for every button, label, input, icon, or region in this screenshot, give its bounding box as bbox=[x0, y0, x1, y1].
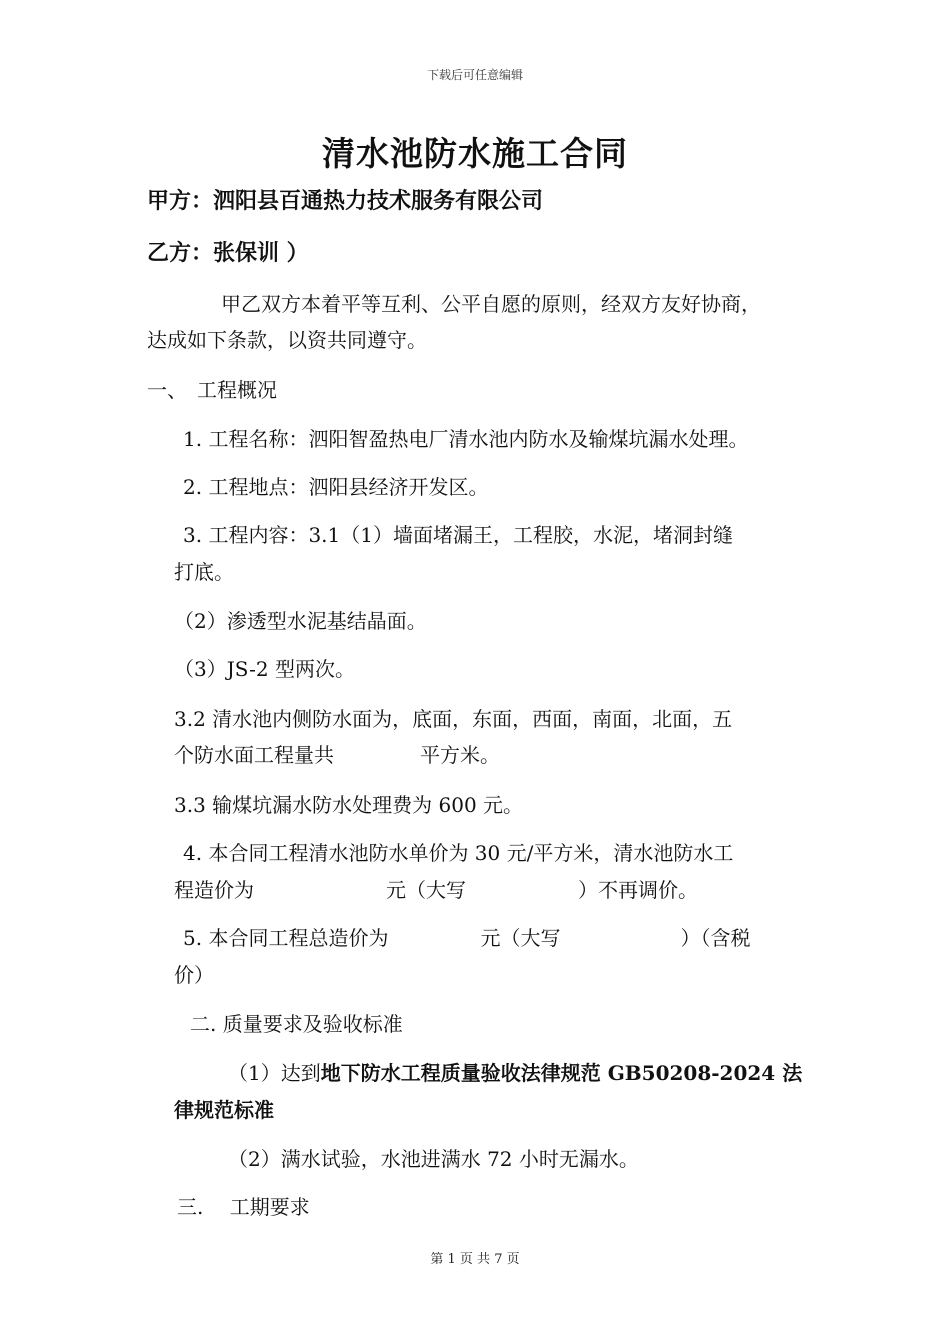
item-3-sub-3: （3）JS-2 型两次。 bbox=[174, 657, 356, 681]
intro-line-2: 达成如下条款，以资共同遵守。 bbox=[147, 328, 427, 352]
page-footer: 第 1 页 共 7 页 bbox=[430, 1252, 520, 1267]
item-5-text-a: 5. 本合同工程总造价为 bbox=[183, 926, 389, 950]
quality-2: （2）满水试验，水池进满水 72 小时无漏水。 bbox=[228, 1147, 639, 1171]
item-3-2-line-1: 3.2 清水池内侧防水面为，底面，东面，西面，南面，北面，五 bbox=[174, 707, 733, 731]
item-3-2-line-2 bbox=[174, 739, 500, 768]
item-4-text-b: 元（大写 bbox=[386, 878, 466, 902]
quality-1-standard: 地下防水工程质量验收法律规范 GB50208-2024 法 bbox=[320, 1061, 803, 1085]
item-4-text-c: ）不再调价。 bbox=[578, 878, 698, 902]
party-b: 乙方：张保训 ） bbox=[147, 240, 309, 266]
item-5-line-2: 价） bbox=[174, 963, 214, 987]
item-3-2-text-b: 平方米。 bbox=[420, 743, 500, 767]
item-3-3: 3.3 输煤坑漏水防水处理费为 600 元。 bbox=[174, 793, 524, 817]
quality-1-line-2: 律规范标准 bbox=[174, 1098, 274, 1122]
item-5-text-b: 元（大写 bbox=[480, 926, 561, 950]
quality-1-line-1 bbox=[228, 1057, 802, 1086]
section-2-heading: 二. 质量要求及验收标准 bbox=[190, 1012, 403, 1036]
item-4-line-1: 4. 本合同工程清水池防水单价为 30 元/平方米，清水池防水工 bbox=[183, 841, 734, 865]
item-2-project-location: 2. 工程地点：泗阳县经济开发区。 bbox=[183, 475, 489, 499]
intro-line-1: 甲乙双方本着平等互利、公平自愿的原则，经双方友好协商， bbox=[221, 292, 761, 316]
item-3-content-line-1: 3. 工程内容：3.1（1）墙面堵漏王，工程胶，水泥，堵洞封缝 bbox=[183, 523, 733, 547]
party-a: 甲方：泗阳县百通热力技术服务有限公司 bbox=[147, 188, 544, 214]
item-3-sub-2: （2）渗透型水泥基结晶面。 bbox=[174, 609, 427, 633]
section-3-heading: 三. 工期要求 bbox=[177, 1195, 310, 1219]
item-3-content-line-2: 打底。 bbox=[174, 560, 234, 584]
item-4-line-2 bbox=[174, 874, 698, 903]
section-1-heading: 一、 工程概况 bbox=[147, 378, 277, 402]
item-4-text-a: 程造价为 bbox=[174, 878, 254, 902]
item-5-text-c: ）（含税 bbox=[680, 926, 751, 950]
quality-1-text-a: （1）达到 bbox=[228, 1061, 321, 1085]
document-title: 清水池防水施工合同 bbox=[322, 134, 628, 173]
item-5-line-1 bbox=[183, 922, 750, 951]
page-header: 下载后可任意编辑 bbox=[426, 68, 523, 82]
item-1-project-name: 1. 工程名称：泗阳智盈热电厂清水池内防水及输煤坑漏水处理。 bbox=[183, 427, 749, 451]
item-3-2-text-a: 个防水面工程量共 bbox=[174, 743, 334, 767]
